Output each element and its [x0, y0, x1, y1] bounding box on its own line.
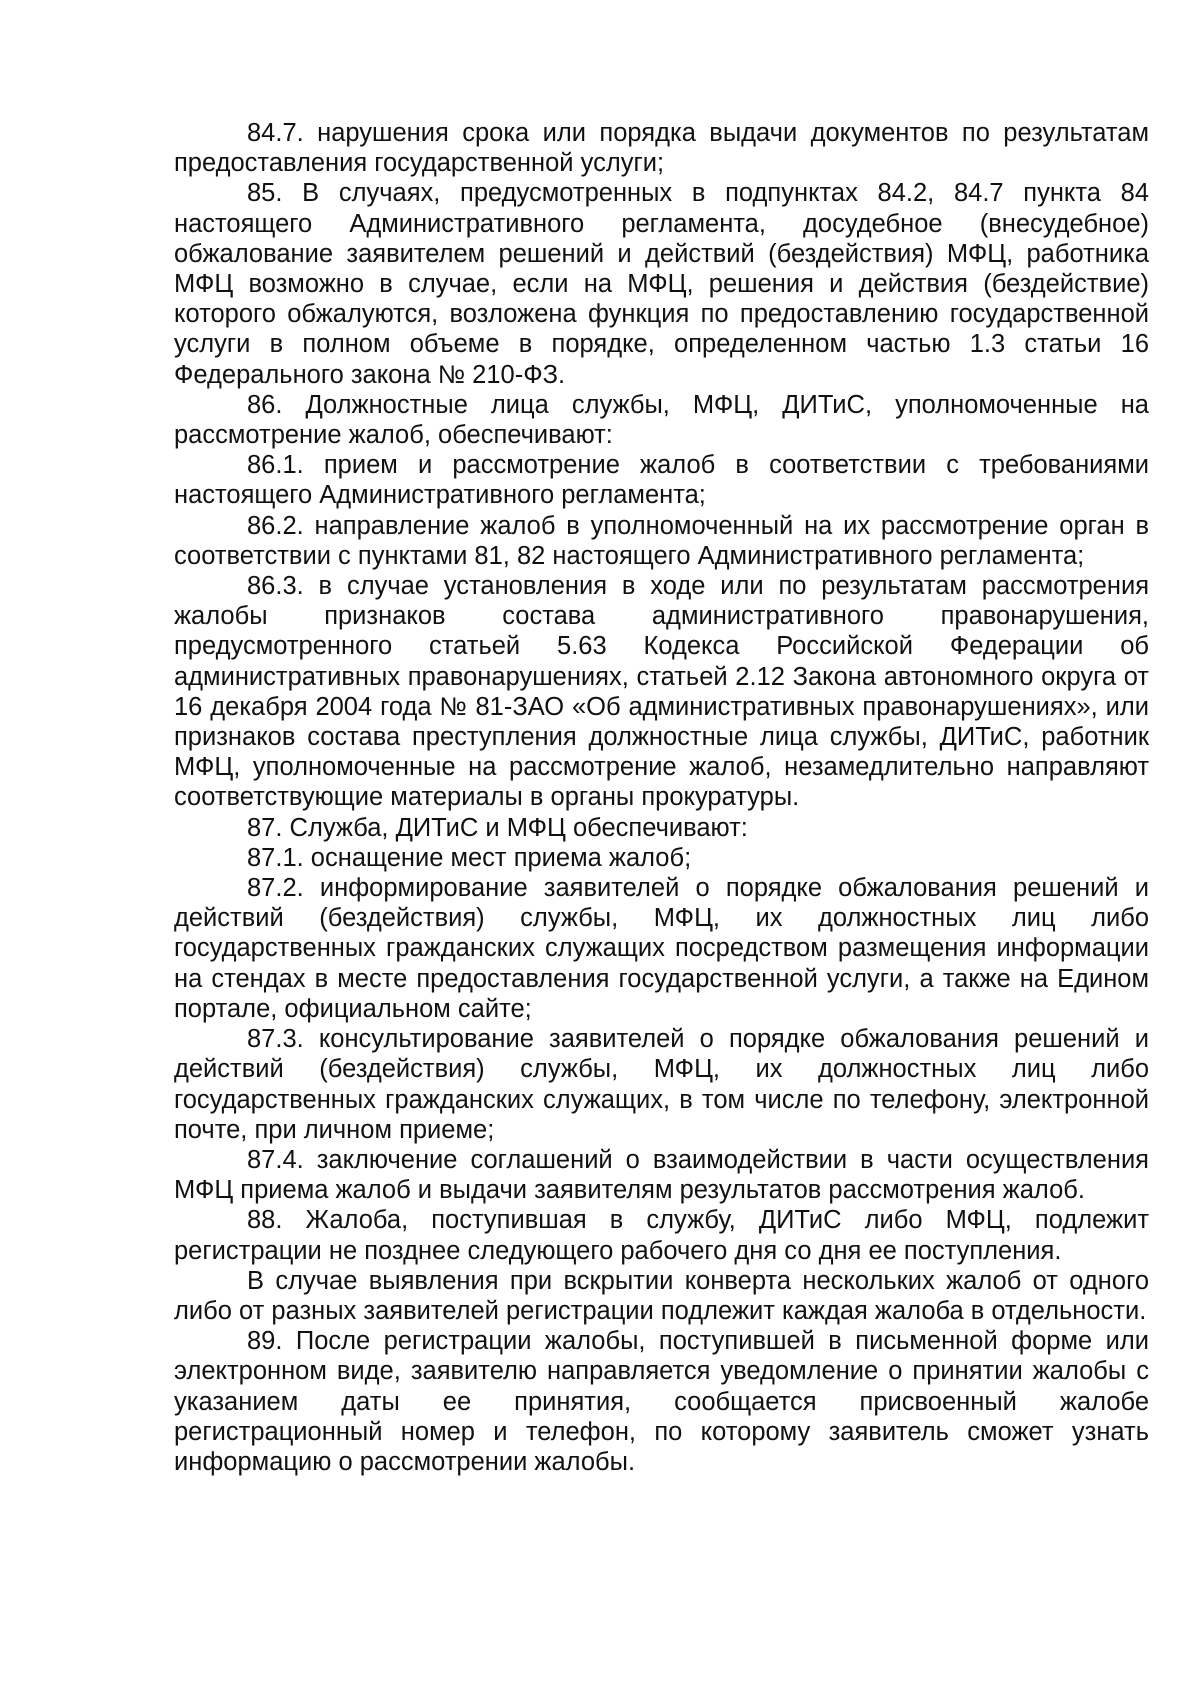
paragraph-87-4: 87.4. заключение соглашений о взаимодействии в части осуществления МФЦ приема жалоб и выдачи заявителям результатов рассмотрения жалоб.: [174, 1145, 1149, 1205]
paragraph-87-2: 87.2. информирование заявителей о порядке обжалования решений и действий (бездействия) службы, МФЦ, их должностных лиц либо государственных гражданских служащих посредством размещения информации на стендах в месте предоставления государственной услуги, а также на Едином портале, официальном сайте;: [174, 874, 1149, 1023]
document-page: [174, 118, 1149, 1477]
paragraph-86-1: 86.1. прием и рассмотрение жалоб в соответствии с требованиями настоящего Административного регламента;: [174, 451, 1149, 510]
paragraph-88-continued: В случае выявления при вскрытии конверта нескольких жалоб от одного либо от разных заявителей регистрации подлежит каждая жалоба в отдельности.: [174, 1266, 1149, 1325]
paragraph-87: 87. Служба, ДИТиС и МФЦ обеспечивают:: [247, 813, 748, 842]
paragraph-84-7: 84.7. нарушения срока или порядка выдачи документов по результатам предоставления государственной услуги;: [174, 119, 1149, 178]
paragraph-86-2: 86.2. направление жалоб в уполномоченный на их рассмотрение орган в соответствии с пунктами 81, 82 настоящего Административного регламента;: [174, 511, 1149, 570]
paragraph-86: 86. Должностные лица службы, МФЦ, ДИТиС, уполномоченные на рассмотрение жалоб, обеспечивают:: [174, 390, 1149, 450]
paragraph-86-3: 86.3. в случае установления в ходе или по результатам рассмотрения жалобы признаков состава административного правонарушения, предусмотренного статьей 5.63 Кодекса Российской Федерации об административных правонарушениях, статьей 2.12 Закона автономного округа от 16 декабря 2004 года № 81-ЗАО «Об административных правонарушениях», или признаков состава преступления должностные лица службы, ДИТиС, работник МФЦ, уполномоченные на рассмотрение жалоб, незамедлительно направляют соответствующие материалы в органы прокуратуры.: [174, 572, 1149, 812]
paragraph-87-3: 87.3. консультирование заявителей о порядке обжалования решений и действий (бездействия) службы, МФЦ, их должностных лиц либо государственных гражданских служащих, в том числе по телефону, электронной почте, при личном приеме;: [174, 1025, 1149, 1144]
paragraph-88: 88. Жалоба, поступившая в службу, ДИТиС либо МФЦ, подлежит регистрации не позднее следующего рабочего дня со дня ее поступления.: [174, 1206, 1149, 1265]
paragraph-89: 89. После регистрации жалобы, поступившей в письменной форме или электронном виде, заявителю направляется уведомление о принятии жалобы с указанием даты ее принятия, сообщается присвоенный жалобе регистрационный номер и телефон, по которому заявитель сможет узнать информацию о рассмотрении жалобы.: [174, 1327, 1149, 1476]
paragraph-87-1: 87.1. оснащение мест приема жалоб;: [247, 843, 692, 872]
paragraph-85: 85. В случаях, предусмотренных в подпунктах 84.2, 84.7 пункта 84 настоящего Административного регламента, досудебное (внесудебное) обжалование заявителем решений и действий (бездействия) МФЦ, работника МФЦ возможно в случае, если на МФЦ, решения и действия (бездействие) которого обжалуются, возложена функция по предоставлению государственной услуги в полном объеме в порядке, определенном частью 1.3 статьи 16 Федерального закона № 210-ФЗ.: [174, 179, 1149, 389]
